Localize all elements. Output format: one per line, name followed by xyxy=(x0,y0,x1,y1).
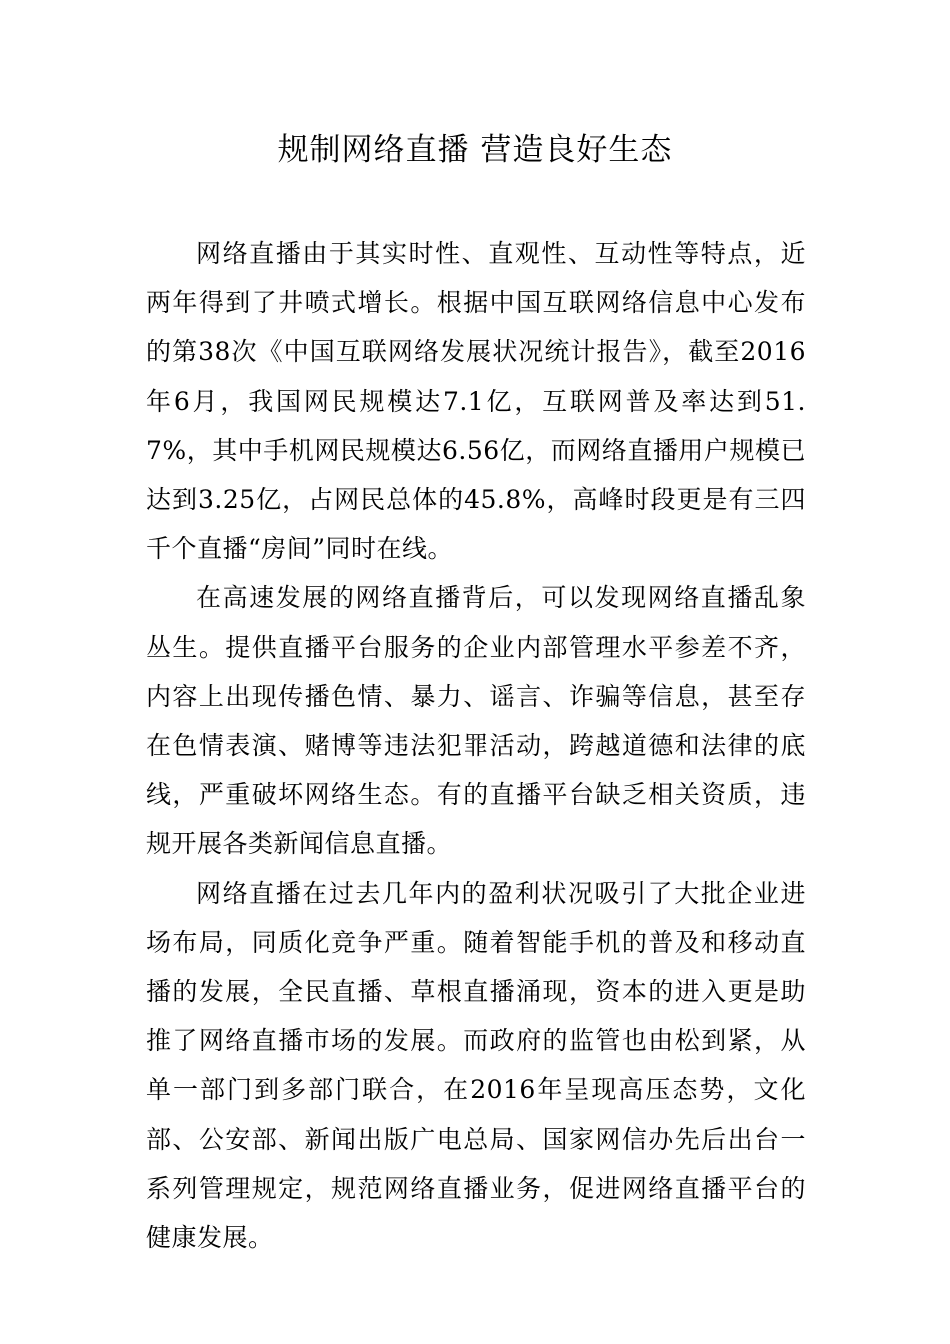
document-title: 规制网络直播 营造良好生态 xyxy=(277,132,673,168)
paragraph-3: 网络直播在过去几年内的盈利状况吸引了大批企业进场布局，同质化竞争严重。随着智能手机的普及和移动直播的发展，全民直播、草根直播涌现，资本的进入更是助推了网络直播市场的发展。而政府的监管也由松到紧，从单一部门到多部门联合，在2016年呈现高压态势，文化部、公安部、新闻出版广电总局、国家网信办先后出台一系列管理规定，规范网络直播业务，促进网络直播平台的健康发展。 xyxy=(146,878,806,1253)
paragraph-1: 网络直播由于其实时性、直观性、互动性等特点，近两年得到了井喷式增长。根据中国互联网络信息中心发布的第38次《中国互联网络发展状况统计报告》，截至2016年6月，我国网民规模达7.1亿，互联网普及率达到51.7%，其中手机网民规模达6.56亿，而网络直播用户规模已达到3.25亿，占网民总体的45.8%，高峰时段更是有三四千个直播“房间”同时在线。 xyxy=(146,239,806,564)
paragraph-2: 在高速发展的网络直播背后，可以发现网络直播乱象丛生。提供直播平台服务的企业内部管理水平参差不齐，内容上出现传播色情、暴力、谣言、诈骗等信息，甚至存在色情表演、赌博等违法犯罪活动，跨越道德和法律的底线，严重破坏网络生态。有的直播平台缺乏相关资质，违规开展各类新闻信息直播。 xyxy=(146,583,806,859)
document-body xyxy=(146,229,806,1262)
